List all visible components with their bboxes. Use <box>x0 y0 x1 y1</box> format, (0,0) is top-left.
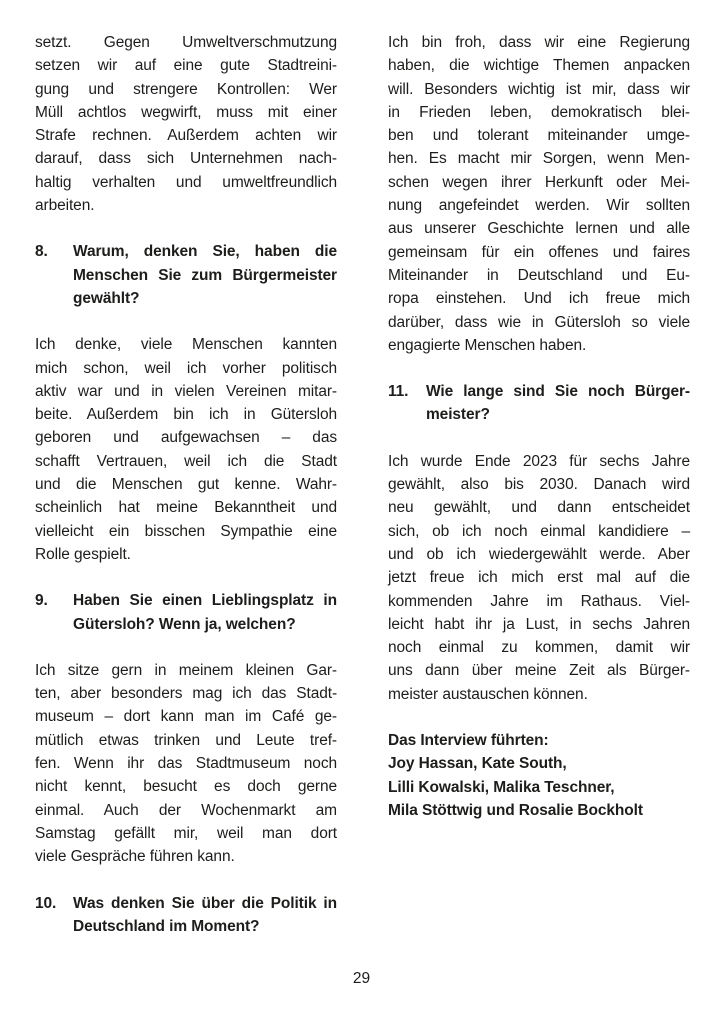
text-line: Samstag gefällt mir, weil man dort <box>35 824 337 842</box>
text-line: viele Gespräche führen kann. <box>35 848 235 866</box>
text-line: jetzt freue ich mich erst mal auf die <box>388 569 690 587</box>
interview-answer-paragraph <box>388 450 690 706</box>
text-line: Wie lange sind Sie noch Bürger- <box>426 383 690 401</box>
text-line: Rolle gespielt. <box>35 545 131 563</box>
text-line: ten, aber besonders mag ich das Stadt- <box>35 685 337 703</box>
text-line: will. Besonders wichtig ist mir, dass wir <box>388 80 690 98</box>
text-line: einmal. Auch der Wochenmarkt am <box>35 801 337 819</box>
interview-answer-paragraph <box>388 31 690 357</box>
text-line: in Frieden leben, demokratisch blei- <box>388 103 690 121</box>
text-line: Was denken Sie über die Politik in <box>73 894 337 912</box>
interview-answer-paragraph <box>35 31 337 217</box>
text-line: geboren und aufgewachsen – das <box>35 429 337 447</box>
text-line: darauf, dass sich Unternehmen nach- <box>35 150 337 168</box>
text-line: Deutschland im Moment? <box>73 917 260 935</box>
text-line: mütlich etwas trinken und Leute tref- <box>35 731 337 749</box>
text-line: hen. Es macht mir Sorgen, wenn Men- <box>388 150 690 168</box>
text-line: ben und tolerant miteinander umge- <box>388 127 690 145</box>
text-line: meister? <box>426 406 490 424</box>
text-line: aus unserer Geschichte lernen und alle <box>388 220 690 238</box>
text-line: Warum, denken Sie, haben die <box>73 243 337 261</box>
text-line: sich, ob ich noch einmal kandidiere – <box>388 522 690 540</box>
page-number: 29 <box>352 970 371 987</box>
text-line: neu gewählt, und dann entscheidet <box>388 499 690 517</box>
text-line: schafft Vertrauen, weil ich die Stadt <box>35 452 337 470</box>
text-line: beite. Außerdem bin ich in Gütersloh <box>35 406 337 424</box>
text-line: schen wegen ihrer Herkunft oder Mei- <box>388 173 690 191</box>
question-number: 11. <box>388 383 409 401</box>
text-line: Das Interview führten: <box>388 732 549 750</box>
interview-question <box>35 240 337 310</box>
question-number: 10. <box>35 894 57 912</box>
text-line: Gütersloh? Wenn ja, welchen? <box>73 615 296 633</box>
text-line: arbeiten. <box>35 197 95 215</box>
text-line: Joy Hassan, Kate South, <box>388 755 567 773</box>
question-number: 9. <box>35 592 48 610</box>
text-line: noch einmal zu kommen, damit wir <box>388 639 690 657</box>
text-line: vielleicht ein bisschen Sympathie eine <box>35 522 337 540</box>
interview-question <box>388 380 690 427</box>
text-line: Ich wurde Ende 2023 für sechs Jahre <box>388 452 690 470</box>
text-line: mich schon, weil ich vorher politisch <box>35 359 337 377</box>
text-line: Ich sitze gern in meinem kleinen Gar- <box>35 661 337 679</box>
text-line: darüber, dass wie in Gütersloh so viele <box>388 313 690 331</box>
text-line: setzen wir auf eine gute Stadtreini- <box>35 57 337 75</box>
text-line: Miteinander in Deutschland und Eu- <box>388 266 690 284</box>
text-line: gemeinsam für ein offenes und faires <box>388 243 690 261</box>
right-text-column <box>388 31 690 822</box>
text-line: meister austauschen können. <box>388 685 588 703</box>
text-line: haltig verhalten und umweltfreundlich <box>35 173 337 191</box>
text-line: Ich denke, viele Menschen kannten <box>35 336 337 354</box>
text-line: engagierte Menschen haben. <box>388 336 587 354</box>
text-line: Mila Stöttwig und Rosalie Bockholt <box>388 801 643 819</box>
text-line: haben, die wichtige Themen anpacken <box>388 57 690 75</box>
text-line: Lilli Kowalski, Malika Teschner, <box>388 778 615 796</box>
interview-credits <box>388 729 690 822</box>
text-line: Ich bin froh, dass wir eine Regierung <box>388 34 690 51</box>
interview-answer-paragraph <box>35 659 337 869</box>
interview-question <box>35 892 337 939</box>
interview-answer-paragraph <box>35 333 337 566</box>
text-line: fen. Wenn ihr das Stadtmuseum noch <box>35 755 337 773</box>
question-number: 8. <box>35 243 48 261</box>
text-line: Haben Sie einen Lieblingsplatz in <box>73 592 337 610</box>
text-line: nicht kennt, besucht es doch gerne <box>35 778 337 796</box>
text-line: setzt. Gegen Umweltverschmutzung <box>35 34 337 51</box>
text-line: Strafe rechnen. Außerdem achten wir <box>35 127 337 145</box>
text-line: aktiv war und in vielen Vereinen mitar- <box>35 382 337 400</box>
text-line: Menschen Sie zum Bürgermeister <box>73 266 337 284</box>
left-text-column <box>35 31 337 938</box>
text-line: ropa einstehen. Und ich freue mich <box>388 290 690 308</box>
text-line: und ob ich wiedergewählt werde. Aber <box>388 545 690 563</box>
text-line: kommenden Jahre im Rathaus. Viel- <box>388 592 690 610</box>
text-line: und die Menschen gut kenne. Wahr- <box>35 476 337 494</box>
text-line: uns dann über meine Zeit als Bürger- <box>388 662 690 680</box>
text-line: museum – dort kann man im Café ge- <box>35 708 337 726</box>
text-line: scheinlich hat meine Bekanntheit und <box>35 499 337 517</box>
text-line: leicht habt ihr ja Lust, in sechs Jahren <box>388 615 690 633</box>
text-line: gung und strengere Kontrollen: Wer <box>35 80 337 98</box>
text-line: nung angefeindet werden. Wir sollten <box>388 197 690 215</box>
interview-question <box>35 589 337 636</box>
text-line: gewählt? <box>73 289 140 307</box>
text-line: gewählt, also bis 2030. Danach wird <box>388 476 690 494</box>
text-line: Müll achtlos wegwirft, muss mit einer <box>35 103 337 121</box>
